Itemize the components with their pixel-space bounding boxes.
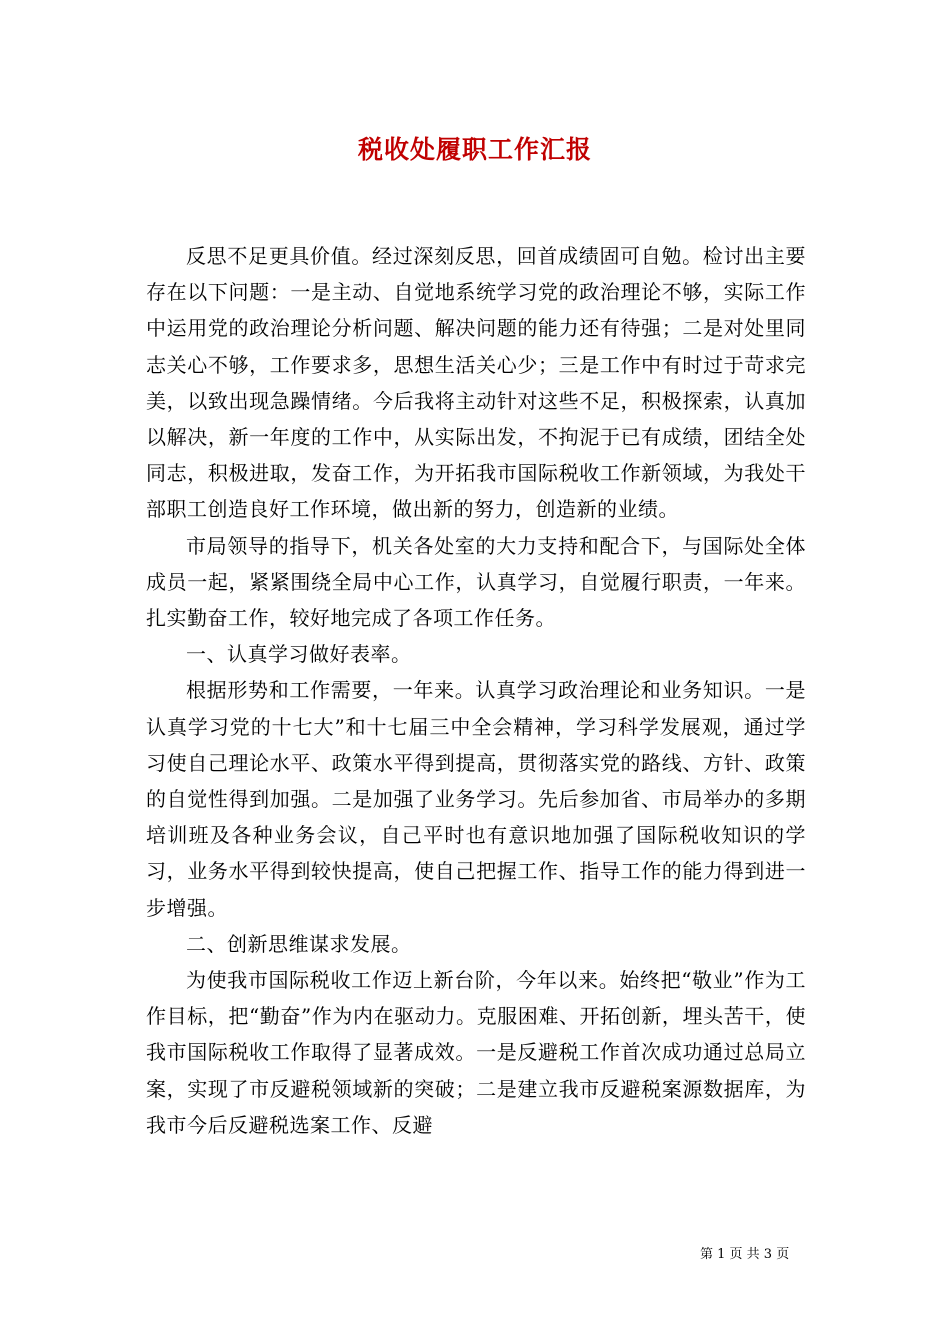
paragraph-study: 根据形势和工作需要，一年来。认真学习政治理论和业务知识。一是认真学习党的十七大”和十七届三中全会精神，学习科学发展观，通过学习使自己理论水平、政策水平得到提高，贯彻落实党的路线、方针、政策的自觉性得到加强。二是加强了业务学习。先后参加省、市局举办的多期培训班及各种业务会议，自己平时也有意识地加强了国际税收知识的学习，业务水平得到较快提高，使自己把握工作、指导工作的能力得到进一步增强。 bbox=[146, 678, 806, 920]
paragraph-reflection: 反思不足更具价值。经过深刻反思，回首成绩固可自勉。检讨出主要存在以下问题：一是主动、自觉地系统学习党的政治理论不够，实际工作中运用党的政治理论分析问题、解决问题的能力还有待强；二是对处里同志关心不够，工作要求多，思想生活关心少；三是工作中有时过于苛求完美，以致出现急躁情绪。今后我将主动针对这些不足，积极探索，认真加以解决，新一年度的工作中，从实际出发，不拘泥于已有成绩，团结全处同志，积极进取，发奋工作，为开拓我市国际税收工作新领域，为我处干部职工创造良好工作环境，做出新的努力，创造新的业绩。 bbox=[146, 244, 806, 522]
paragraph-innovation: 为使我市国际税收工作迈上新台阶，今年以来。始终把“敬业”作为工作目标，把“勤奋”作为内在驱动力。克服困难、开拓创新，埋头苦干，使我市国际税收工作取得了显著成效。一是反避税工作首次成功通过总局立案，实现了市反避税领域新的突破；二是建立我市反避税案源数据库，为我市今后反避税选案工作、反避 bbox=[146, 968, 806, 1137]
document-body bbox=[146, 238, 806, 1143]
section-heading-innovation: 二、创新思维谋求发展。 bbox=[186, 931, 412, 956]
document-title: 税收处履职工作汇报 bbox=[357, 135, 592, 164]
page-number-footer: 第 1 页 共 3 页 bbox=[700, 1247, 790, 1262]
paragraph-overview: 市局领导的指导下，机关各处室的大力支持和配合下，与国际处全体成员一起，紧紧围绕全局中心工作，认真学习，自觉履行职责，一年来。扎实勤奋工作，较好地完成了各项工作任务。 bbox=[146, 533, 806, 631]
section-heading-study: 一、认真学习做好表率。 bbox=[186, 642, 412, 667]
